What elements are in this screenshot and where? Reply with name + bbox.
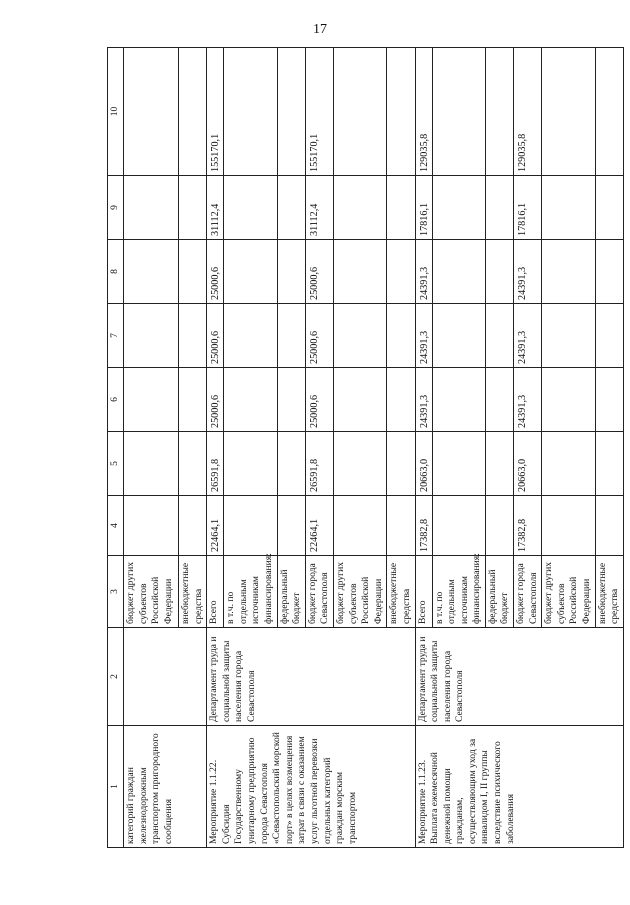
value-cell: 129035,8 (514, 48, 542, 176)
source-extra: внебюджетные средства (179, 556, 207, 628)
value-cell: 24391,3 (415, 240, 432, 304)
value-cell: 17816,1 (514, 176, 542, 240)
source-city: бюджет города Севастополя (514, 556, 542, 628)
value-cell: 25000,6 (305, 304, 333, 368)
value-cell: 155170,1 (207, 48, 224, 176)
page-number: 17 (313, 22, 327, 37)
value-cell: 26591,8 (207, 432, 224, 496)
source-extra: внебюджетные средства (387, 556, 415, 628)
value-cell: 25000,6 (305, 368, 333, 432)
value-cell: 17382,8 (514, 496, 542, 556)
value-cell: 24391,3 (514, 304, 542, 368)
col-number: 6 (108, 368, 124, 432)
measure-title: Мероприятие 1.1.22. Субсидия Государственному унитарному предприятию города Севастополя «Севастопольский морской порт» в целях возмещения затрат в связи с оказанием услуг льготной перевозки отдельных категорий граждан морским транспортом (207, 726, 415, 848)
value-cell: 155170,1 (305, 48, 333, 176)
col-number: 1 (108, 726, 124, 848)
table-row (415, 48, 432, 848)
source-total: Всего (415, 556, 432, 628)
value-cell: 20663,0 (415, 432, 432, 496)
source-total: Всего (207, 556, 224, 628)
value-cell: 20663,0 (514, 432, 542, 496)
table-row (207, 48, 224, 848)
col-number: 5 (108, 432, 124, 496)
measure-executor: Департамент труда и социальной защиты населения города Севастополя (207, 628, 415, 726)
source-incl: в т.ч. по отдельным источникам финансирования: (432, 556, 485, 628)
col-number: 9 (108, 176, 124, 240)
source-incl: в т.ч. по отдельным источникам финансирования: (224, 556, 277, 628)
value-cell: 25000,6 (207, 304, 224, 368)
col-number: 7 (108, 304, 124, 368)
col-number: 8 (108, 240, 124, 304)
source-regions: бюджет других субъектов Российской Федерации (124, 556, 179, 628)
value-cell: 17816,1 (415, 176, 432, 240)
value-cell: 31112,4 (305, 176, 333, 240)
value-cell: 25000,6 (207, 240, 224, 304)
rotated-table-wrapper (107, 48, 621, 848)
source-city: бюджет города Севастополя (305, 556, 333, 628)
value-cell: 24391,3 (415, 368, 432, 432)
value-cell: 24391,3 (415, 304, 432, 368)
value-cell: 25000,6 (305, 240, 333, 304)
source-regions: бюджет других субъектов Российской Федерации (333, 556, 386, 628)
value-cell: 24391,3 (514, 240, 542, 304)
col-number: 10 (108, 48, 124, 176)
source-federal: федеральный бюджет (277, 556, 305, 628)
header-row (108, 48, 124, 848)
value-cell: 24391,3 (514, 368, 542, 432)
value-cell: 129035,8 (415, 48, 432, 176)
budget-table (107, 47, 624, 848)
continued-measure-title: категорий граждан железнодорожным транспортом пригородного сообщения (124, 726, 207, 848)
col-number: 3 (108, 556, 124, 628)
value-cell: 25000,6 (207, 368, 224, 432)
col-number: 2 (108, 628, 124, 726)
measure-title: Мероприятие 1.1.23. Выплата ежемесячной денежной помощи гражданам, осуществляющим уход за инвалидом I, II группы вследствие психического заболевания (415, 726, 623, 848)
value-cell: 31112,4 (207, 176, 224, 240)
table-row (124, 48, 179, 848)
col-number: 4 (108, 496, 124, 556)
measure-executor: Департамент труда и социальной защиты населения города Севастополя (415, 628, 623, 726)
value-cell: 22464,1 (207, 496, 224, 556)
value-cell: 26591,8 (305, 432, 333, 496)
source-federal: федеральный бюджет (485, 556, 513, 628)
value-cell: 17382,8 (415, 496, 432, 556)
continued-executor (124, 628, 207, 726)
value-cell: 22464,1 (305, 496, 333, 556)
source-regions: бюджет других субъектов Российской Федерации (542, 556, 595, 628)
source-extra: внебюджетные средства (595, 556, 623, 628)
